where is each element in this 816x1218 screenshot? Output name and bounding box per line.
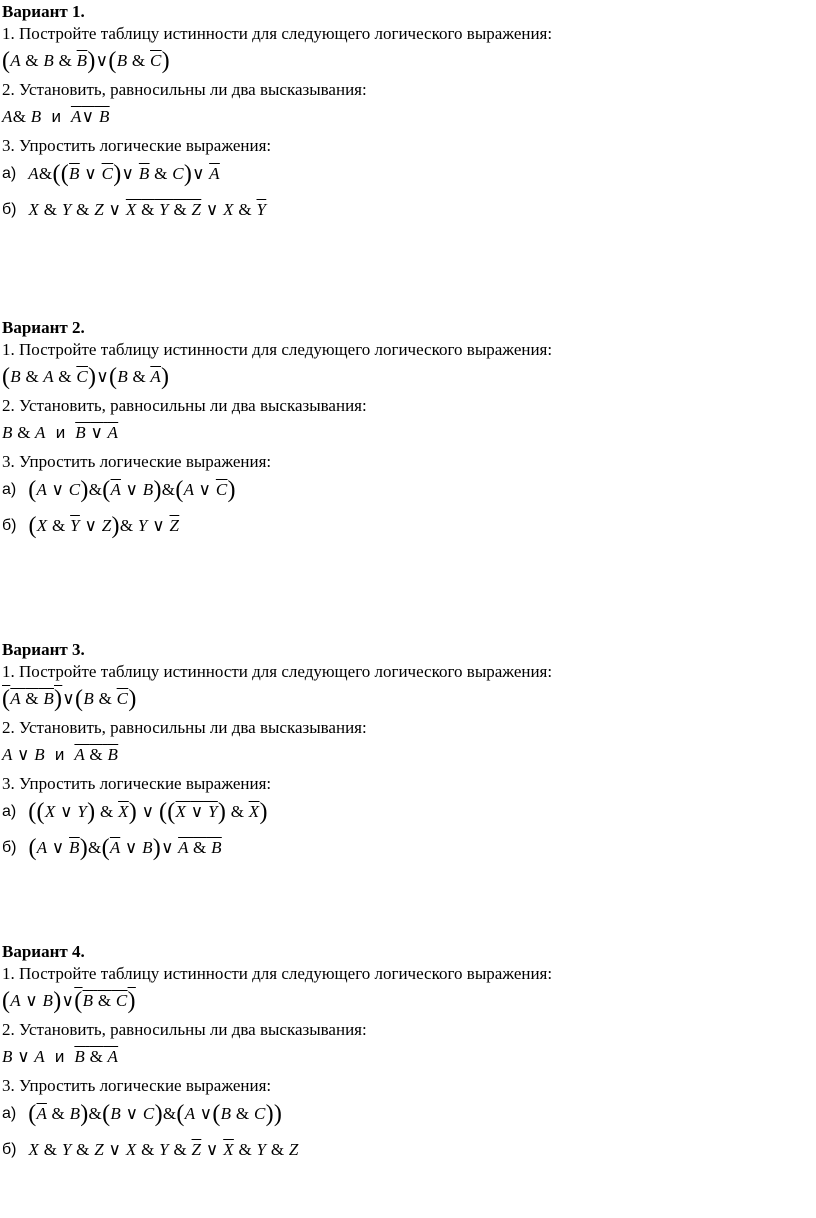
task-1-formula: (A & B & $\overline{B})\vee(B$ & $\overline{C}$) <box>2 48 170 74</box>
variant-2 <box>0 318 816 544</box>
task-1-text: 1. Постройте таблицу истинности для следующего логического выражения: <box>2 964 553 983</box>
task-2-formulas: B ∨ A и B & A <box>2 1040 816 1074</box>
task-2-text: 2. Установить, равносильны ли два высказывания: <box>2 718 367 737</box>
task-3-text: 3. Упростить логические выражения: <box>2 774 272 793</box>
task-3a-formula: а) $A\&((\overline{B}$ ∨ $\overline{C})\vee$ $\overline{B}$ & C)∨ $\overline{A}$ <box>2 156 816 192</box>
task-1-text: 1. Постройте таблицу истинности для следующего логического выражения: <box>2 662 553 681</box>
variant-3 <box>0 640 816 866</box>
task-2-formulas: A& B и A∨ B <box>2 100 816 134</box>
task-3b-formula: б) (X & $\overline{Y}$ ∨ Z)& Y ∨ $\overline{Z}$ <box>2 508 816 544</box>
task-2-formulas: B & A и B ∨ A <box>2 416 816 450</box>
task-3b-formula: б) (A ∨ $\overline{B})\&(\overline{A}$ ∨ B)∨ A & B <box>2 830 816 866</box>
variant-4 <box>0 942 816 1168</box>
variant-title: Вариант 4. <box>2 942 85 961</box>
task-1-text: 1. Постройте таблицу истинности для следующего логического выражения: <box>2 340 553 359</box>
task-3b-formula: б) X & Y & Z ∨ X & Y & $\overline{Z}$ ∨ $\overline{X}$ & Y & Z <box>2 1132 816 1168</box>
task-3a-formula: а) ($\overline{A}$ & B)&(B ∨ C)&(A ∨(B & C)) <box>2 1096 816 1132</box>
variant-1 <box>0 2 816 228</box>
task-1-formula: (A ∨ B)∨(B & C) <box>2 988 136 1014</box>
variant-title: Вариант 3. <box>2 640 85 659</box>
item-prefix: а) <box>2 803 17 820</box>
task-1-formula: (B & A & $\overline{C})\vee(B$ & $\overline{A}$) <box>2 364 170 390</box>
task-2-text: 2. Установить, равносильны ли два высказывания: <box>2 1020 367 1039</box>
item-prefix: а) <box>2 481 17 498</box>
task-2-text: 2. Установить, равносильны ли два высказывания: <box>2 396 367 415</box>
task-3a-formula: а) (A ∨ $C)\&(\overline{A}$ ∨ B)&(A ∨ $\overline{C}$) <box>2 472 816 508</box>
task-3a-formula: а) ((X ∨ Y) & $\overline{X}$) ∨ ((X ∨ Y) & X) <box>2 794 816 830</box>
task-3b-formula: б) X & Y & Z ∨ X & Y & Z ∨ X & $\overline{Y}$ <box>2 192 816 228</box>
conjunction-word: и <box>54 1047 65 1066</box>
variant-title: Вариант 2. <box>2 318 85 337</box>
conjunction-word: и <box>54 745 65 764</box>
task-2-text: 2. Установить, равносильны ли два высказывания: <box>2 80 367 99</box>
item-prefix: а) <box>2 165 17 182</box>
task-3-text: 3. Упростить логические выражения: <box>2 136 272 155</box>
item-prefix: а) <box>2 1105 17 1122</box>
task-2-formulas: A ∨ B и A & B <box>2 738 816 772</box>
item-prefix: б) <box>2 839 17 856</box>
item-prefix: б) <box>2 517 17 534</box>
conjunction-word: и <box>55 423 66 442</box>
task-3-text: 3. Упростить логические выражения: <box>2 452 272 471</box>
conjunction-word: и <box>51 107 61 126</box>
item-prefix: б) <box>2 201 17 218</box>
task-3-text: 3. Упростить логические выражения: <box>2 1076 272 1095</box>
variant-title: Вариант 1. <box>2 2 85 21</box>
item-prefix: б) <box>2 1141 17 1158</box>
task-1-formula: (A & B)∨(B & $\overline{C}$) <box>2 686 137 712</box>
task-1-text: 1. Постройте таблицу истинности для следующего логического выражения: <box>2 24 553 43</box>
